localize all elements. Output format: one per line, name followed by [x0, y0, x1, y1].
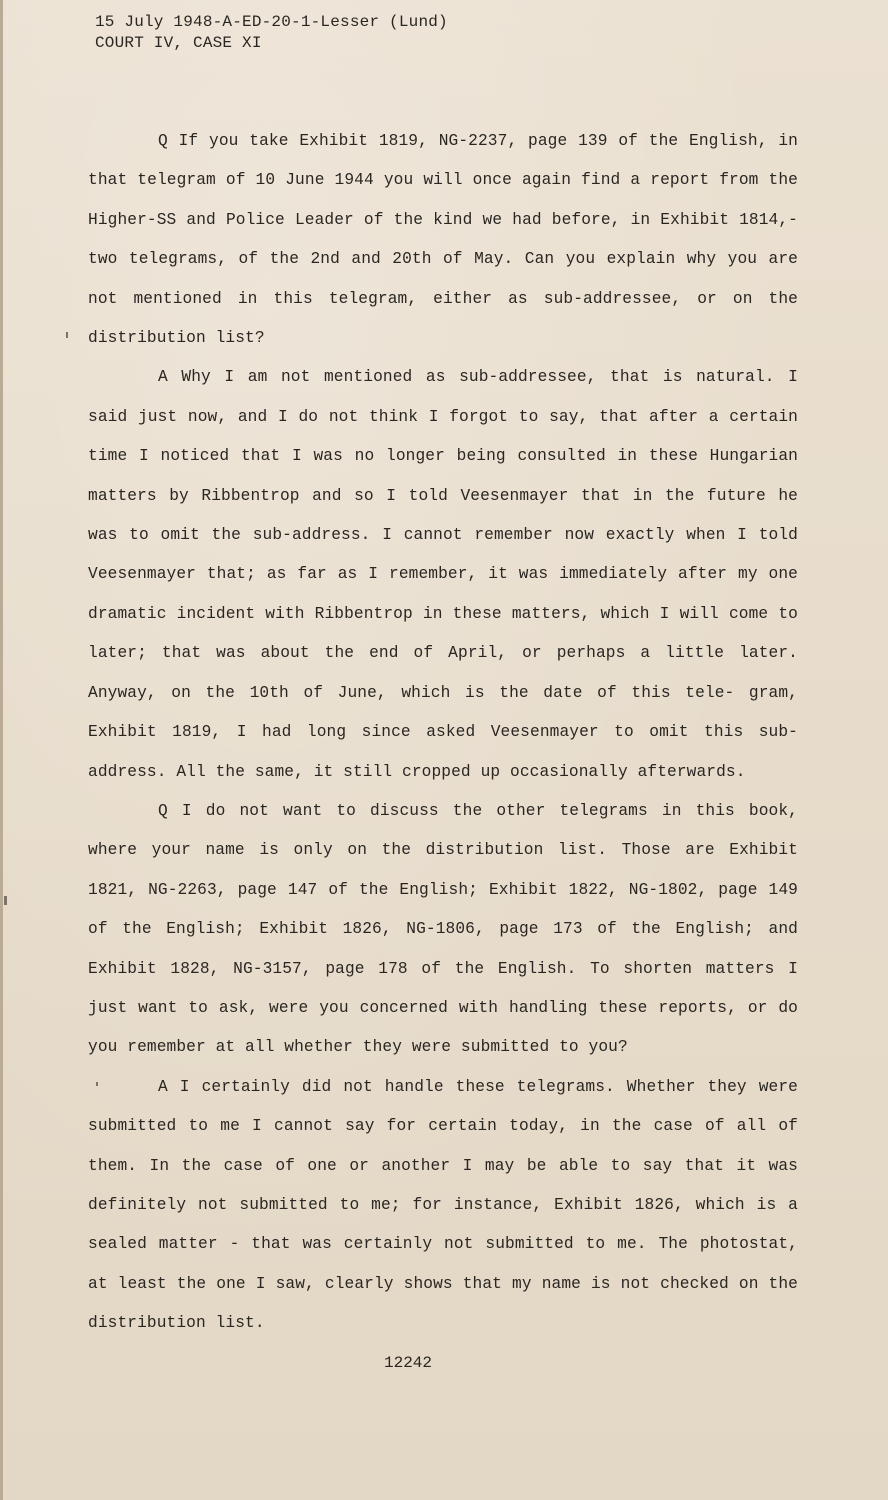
header-line-date-reference: 15 July 1948-A-ED-20-1-Lesser (Lund) [95, 13, 448, 31]
paper-speck [4, 896, 7, 905]
paragraph-question-1: Q If you take Exhibit 1819, NG-2237, page 139 of the English, in that telegram of 10 June 1944 you will once again find a report from the Higher-SS and Police Leader of the kind we had before, in Exhibit 1814,- two telegrams, of the 2nd and 20th of May. Can you explain why you are not mentioned in this telegram, either as sub-addressee, or on the distribution list? [88, 132, 798, 348]
paragraph-question-2: Q I do not want to discuss the other telegrams in this book, where your name is only on the distribution list. Those are Exhibit 1821, NG-2263, page 147 of the English; Exhibit 1822, NG-1802, page 149 of the English; Exhibit 1826, NG-1806, page 173 of the English; and Exhibit 1828, NG-3157, page 178 of the English. To shorten matters I just want to ask, were you concerned with handling these reports, or do you remember at all whether they were submitted to you? [88, 801, 798, 1057]
paper-speck [96, 1082, 98, 1086]
header-line-court-case: COURT IV, CASE XI [95, 34, 262, 52]
document-header [95, 12, 448, 54]
page-edge [0, 0, 3, 1500]
page-number: 12242 [384, 1354, 433, 1372]
transcript-body [88, 122, 798, 1344]
paragraph-answer-1: A Why I am not mentioned as sub-addressee, that is natural. I said just now, and I do not think I forgot to say, that after a certain time I noticed that I was no longer being consulted in these Hungarian matters by Ribbentrop and so I told Veesenmayer that in the future he was to omit the sub-address. I cannot remember now exactly when I told Veesenmayer that; as far as I remember, it was immediately after my one dramatic incident with Ribbentrop in these matters, which I will come to later; that was about the end of April, or perhaps a little later. Anyway, on the 10th of June, which is the date of this tele- gram, Exhibit 1819, I had long since asked Veesenmayer to omit this sub-address. All the same, it still cropped up occasionally afterwards. [88, 368, 798, 781]
paragraph-answer-2: A I certainly did not handle these telegrams. Whether they were submitted to me I cannot say for certain today, in the case of all of them. In the case of one or another I may be able to say that it was definitely not submitted to me; for instance, Exhibit 1826, which is a sealed matter - that was certainly not submitted to me. The photostat, at least the one I saw, clearly shows that my name is not checked on the distribution list. [88, 1077, 798, 1333]
paper-speck [66, 332, 68, 338]
